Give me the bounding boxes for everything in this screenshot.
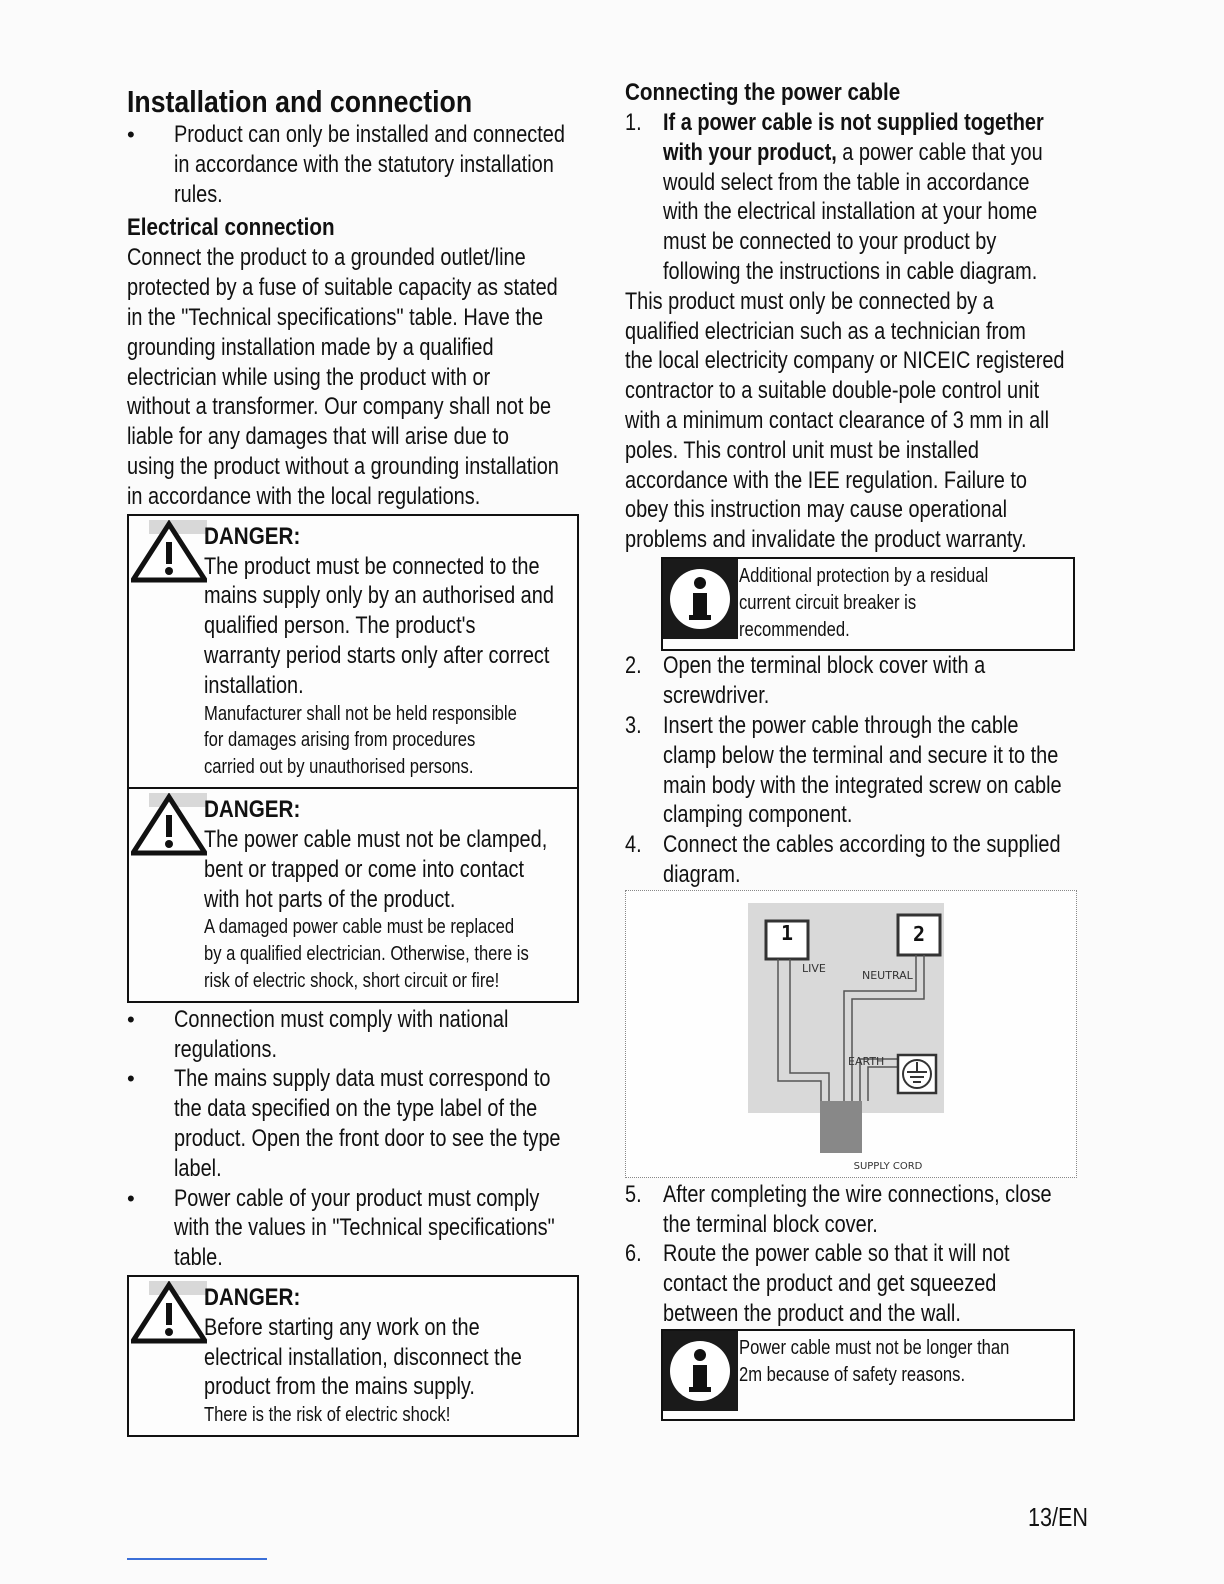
danger-box-3: DANGER: Before starting any work on the electrical installation, disconnect the product from the mains supply. There is the risk of electric shock!	[127, 1275, 579, 1437]
steps-2-4	[625, 651, 1090, 889]
wiring-diagram-svg	[626, 891, 1076, 1177]
info-box-2: Power cable must not be longer than 2m because of safety reasons.	[661, 1329, 1075, 1421]
intro-bullet: • Product can only be installed and connected in accordance with the statutory installation rules.	[127, 120, 582, 209]
supply-cord-sheath	[820, 1101, 862, 1153]
terminal-1-label: 1	[780, 920, 794, 945]
live-label: LIVE	[802, 961, 826, 975]
section-title: Installation and connection	[127, 84, 473, 119]
supply-cord-label: SUPPLY CORD	[853, 1160, 923, 1172]
warning-icon	[131, 1281, 207, 1345]
danger-box-1: DANGER: The product must be connected to the mains supply only by an authorised and qualified person. The product's warranty period starts only after correct installation. Manufacturer shall not be held responsible for damages arising from procedures carried out by unauthorised persons.	[127, 514, 579, 789]
earth-label: EARTH	[848, 1054, 885, 1068]
danger-title: DANGER:	[204, 795, 301, 823]
list-item: • Power cable of your product must comply with the values in "Technical specifications" table.	[127, 1184, 582, 1273]
list-item: • The mains supply data must correspond to the data specified on the type label of the product. Open the front door to see the type label.	[127, 1064, 582, 1183]
warning-icon	[131, 520, 207, 584]
warning-icon	[131, 793, 207, 857]
info-icon	[663, 1331, 738, 1411]
right-column	[625, 78, 1090, 1421]
danger-box-2: DANGER: The power cable must not be clamped, bent or trapped or come into contact with hot parts of the product. A damaged power cable must be replaced by a qualified electrician. Otherwise, there is risk of electric shock, short circuit or fire!	[127, 789, 579, 1003]
footer-rule	[127, 1558, 267, 1560]
info-box-1: Additional protection by a residual current circuit breaker is recommended.	[661, 557, 1075, 651]
neutral-label: NEUTRAL	[862, 968, 913, 982]
danger-title: DANGER:	[204, 1283, 301, 1311]
page-number: 13/EN	[1028, 1502, 1088, 1532]
earth-symbol-icon	[898, 1055, 936, 1093]
electrical-paragraph: Connect the product to a grounded outlet/line protected by a fuse of suitable capacity as stated in the "Technical specifications" table. Have the grounding installation made by a qualified electrician while using the product with or without a transformer. Our company shall not be liable for any damages that will arise due to using the product without a grounding installation in accordance with the local regulations.	[127, 244, 559, 510]
wiring-diagram	[625, 890, 1077, 1178]
qualified-paragraph: This product must only be connected by a qualified electrician such as a technician from the local electricity company or NICEIC registered contractor to a suitable double-pole control unit with a minimum contact clearance of 3 mm in all poles. This control unit must be installed accordance with the IEE regulation. Failure to obey this instruction may cause operational problems and invalidate the product warranty.	[625, 287, 1065, 554]
bullet-list	[127, 1005, 582, 1273]
info-icon	[663, 559, 738, 639]
steps-5-6	[625, 1180, 1090, 1329]
danger-title: DANGER:	[204, 522, 301, 550]
step-2: 2. Open the terminal block cover with a screwdriver.	[625, 652, 986, 710]
terminal-2-label: 2	[912, 921, 926, 946]
left-column	[127, 84, 582, 1437]
electrical-heading: Electrical connection	[127, 214, 335, 242]
step-4: 4. Connect the cables according to the supplied diagram.	[625, 831, 1061, 888]
step-1: 1. If a power cable is not supplied together with your product, a power cable that you would select from the table in accordance with the electrical installation at your home must be connected to your product by following the instructions in cable diagram.	[625, 109, 1044, 285]
step-6: 6. Route the power cable so that it will not contact the product and get squeezed between the product and the wall.	[625, 1240, 1010, 1327]
list-item: • Connection must comply with national regulations.	[127, 1005, 582, 1065]
power-cable-heading: Connecting the power cable	[625, 79, 901, 106]
step-3: 3. Insert the power cable through the cable clamp below the terminal and secure it to the main body with the integrated screw on cable clamping component.	[625, 711, 1062, 829]
step-5: 5. After completing the wire connections, close the terminal block cover.	[625, 1180, 1052, 1238]
